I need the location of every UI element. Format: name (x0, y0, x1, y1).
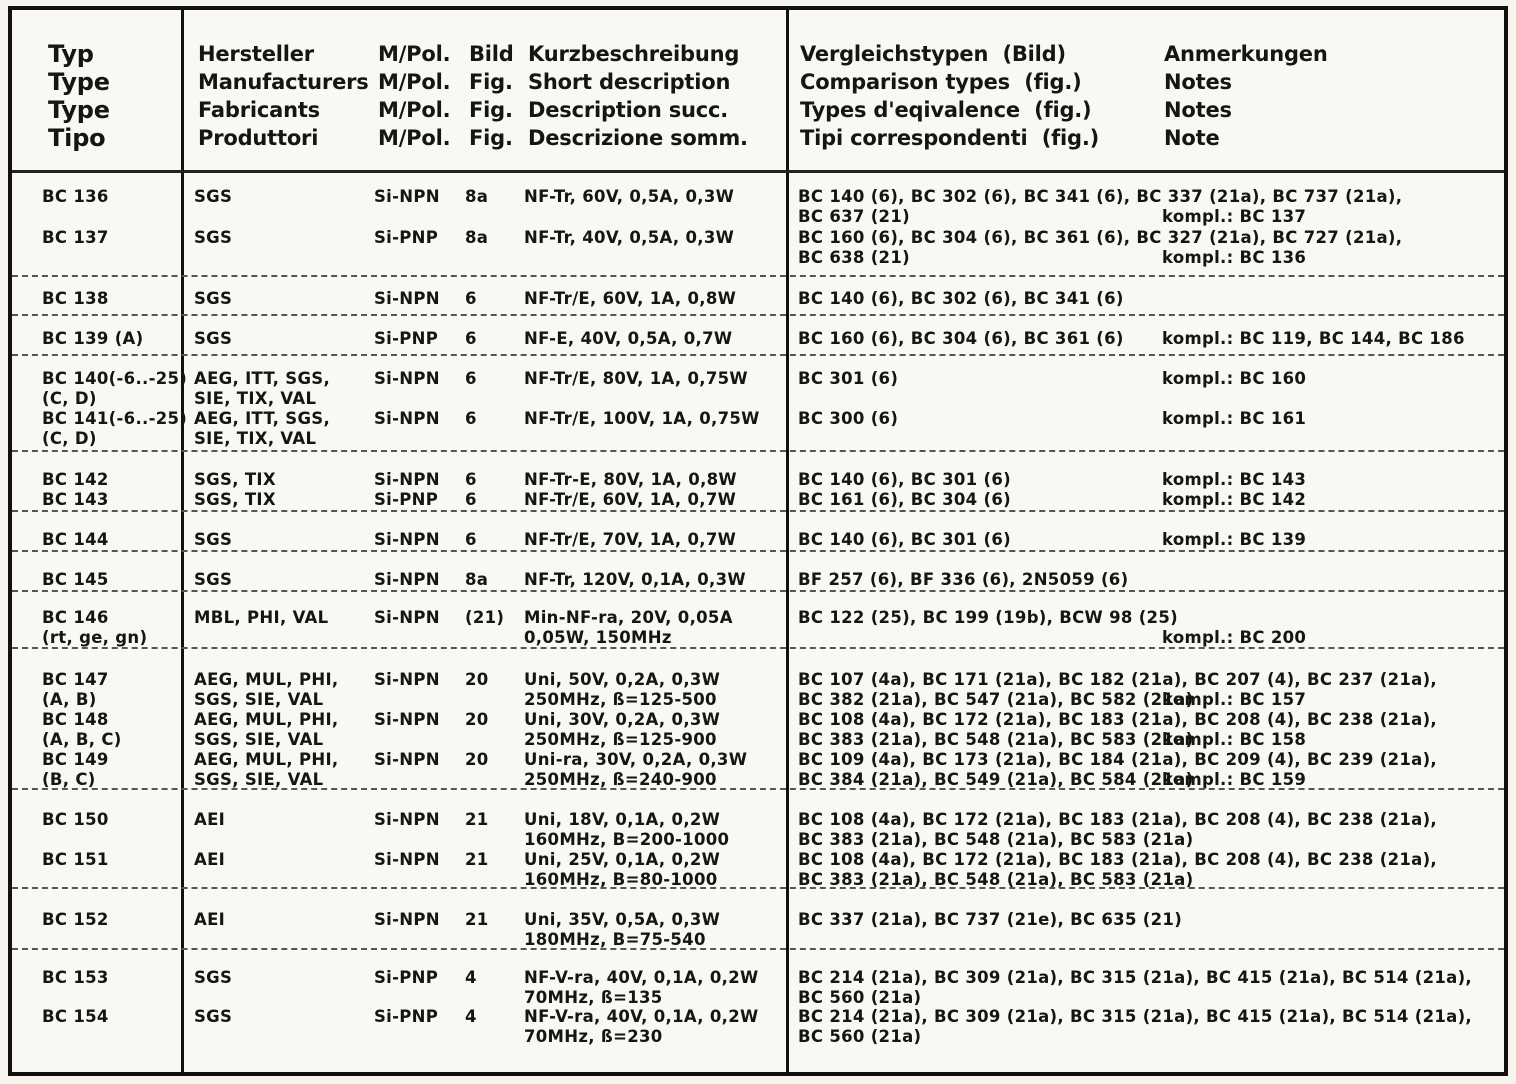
cell-anm: kompl.: BC 157 (1162, 690, 1307, 709)
cell-mpol: Si-NPN (374, 670, 440, 689)
cell-kurz: NF-Tr/E, 60V, 1A, 0,7W (524, 490, 737, 509)
cell-typ: BC 152 (42, 910, 109, 929)
cell-vgl: BC 160 (6), BC 304 (6), BC 361 (6) (798, 329, 1124, 348)
cell-herst: AEG, ITT, SGS, SIE, TIX, VAL (194, 369, 331, 408)
cell-kurz: Uni, 35V, 0,5A, 0,3W 180MHz, B=75-540 (524, 910, 721, 949)
header-mpol-1: M/Pol. (378, 70, 451, 94)
cell-mpol: Si-NPN (374, 470, 440, 489)
cell-bild: (21) (465, 608, 505, 627)
header-bild-2: Fig. (469, 98, 513, 122)
cell-kurz: Min-NF-ra, 20V, 0,05A 0,05W, 150MHz (524, 608, 733, 647)
header-bild-3: Fig. (469, 126, 513, 150)
cell-bild: 6 (465, 409, 477, 428)
header-typ-2: Type (48, 96, 110, 124)
cell-typ: BC 145 (42, 570, 109, 589)
cell-bild: 21 (465, 850, 489, 869)
cell-herst: AEG, MUL, PHI, SGS, SIE, VAL (194, 670, 339, 709)
row-separator (12, 647, 1504, 649)
cell-vgl: BC 214 (21a), BC 309 (21a), BC 315 (21a), BC 415 (21a), BC 514 (21a), BC 560 (21a) (798, 968, 1472, 1007)
header-anm-3: Note (1164, 126, 1220, 150)
cell-kurz: NF-Tr/E, 80V, 1A, 0,75W (524, 369, 748, 388)
cell-vgl: BC 337 (21a), BC 737 (21e), BC 635 (21) (798, 910, 1183, 929)
cell-bild: 4 (465, 968, 477, 987)
cell-mpol: Si-NPN (374, 750, 440, 769)
header-vgl-3: Tipi correspondenti (fig.) (800, 126, 1100, 150)
cell-bild: 20 (465, 670, 489, 689)
cell-herst: SGS (194, 187, 233, 206)
cell-bild: 8a (465, 228, 489, 247)
cell-typ: BC 140(-6..-25) (C, D) (42, 369, 188, 408)
cell-mpol: Si-NPN (374, 710, 440, 729)
cell-bild: 6 (465, 530, 477, 549)
row-separator (12, 510, 1504, 512)
cell-typ: BC 147 (A, B) (42, 670, 109, 709)
cell-kurz: NF-Tr/E, 70V, 1A, 0,7W (524, 530, 737, 549)
cell-anm: kompl.: BC 142 (1162, 490, 1307, 509)
cell-herst: SGS (194, 289, 233, 308)
cell-vgl: BC 140 (6), BC 301 (6) (798, 530, 1011, 549)
cell-herst: SGS (194, 570, 233, 589)
cell-kurz: Uni, 30V, 0,2A, 0,3W 250MHz, ß=125-900 (524, 710, 721, 749)
cell-mpol: Si-NPN (374, 409, 440, 428)
cell-herst: SGS, TIX (194, 470, 276, 489)
cell-kurz: NF-Tr, 60V, 0,5A, 0,3W (524, 187, 735, 206)
cell-kurz: NF-Tr, 40V, 0,5A, 0,3W (524, 228, 735, 247)
cell-vgl: BC 214 (21a), BC 309 (21a), BC 315 (21a), BC 415 (21a), BC 514 (21a), BC 560 (21a) (798, 1007, 1472, 1046)
cell-mpol: Si-PNP (374, 490, 439, 509)
cell-vgl: BC 107 (4a), BC 171 (21a), BC 182 (21a), BC 207 (4), BC 237 (21a), BC 382 (21a), BC 547 (21a), BC 582 (21a) (798, 670, 1437, 709)
cell-vgl: BF 257 (6), BF 336 (6), 2N5059 (6) (798, 570, 1129, 589)
cell-mpol: Si-NPN (374, 608, 440, 627)
header-bild-0: Bild (469, 42, 514, 66)
cell-kurz: Uni-ra, 30V, 0,2A, 0,3W 250MHz, ß=240-900 (524, 750, 748, 789)
row-separator (12, 275, 1504, 277)
cell-mpol: Si-PNP (374, 228, 439, 247)
row-separator (12, 590, 1504, 592)
cell-typ: BC 151 (42, 850, 109, 869)
cell-typ: BC 141(-6..-25) (C, D) (42, 409, 188, 448)
cell-herst: AEG, MUL, PHI, SGS, SIE, VAL (194, 710, 339, 749)
cell-bild: 6 (465, 329, 477, 348)
cell-bild: 21 (465, 810, 489, 829)
cell-anm: kompl.: BC 160 (1162, 369, 1307, 388)
header-typ-0: Typ (48, 40, 94, 68)
cell-kurz: Uni, 25V, 0,1A, 0,2W 160MHz, B=80-1000 (524, 850, 721, 889)
cell-mpol: Si-NPN (374, 530, 440, 549)
header-kurz-1: Short description (528, 70, 731, 94)
row-separator (12, 450, 1504, 452)
cell-vgl: BC 109 (4a), BC 173 (21a), BC 184 (21a), BC 209 (4), BC 239 (21a), BC 384 (21a), BC 549 (21a), BC 584 (21a) (798, 750, 1437, 789)
cell-kurz: Uni, 50V, 0,2A, 0,3W 250MHz, ß=125-500 (524, 670, 721, 709)
cell-mpol: Si-NPN (374, 810, 440, 829)
cell-herst: AEI (194, 850, 226, 869)
cell-bild: 21 (465, 910, 489, 929)
cell-anm: kompl.: BC 119, BC 144, BC 186 (1162, 329, 1465, 348)
cell-typ: BC 138 (42, 289, 109, 308)
header-typ-3: Tipo (48, 124, 106, 152)
header-mpol-2: M/Pol. (378, 98, 451, 122)
cell-vgl: BC 161 (6), BC 304 (6) (798, 490, 1011, 509)
cell-anm: kompl.: BC 139 (1162, 530, 1307, 549)
cell-kurz: NF-Tr, 120V, 0,1A, 0,3W (524, 570, 746, 589)
cell-typ: BC 149 (B, C) (42, 750, 109, 789)
cell-mpol: Si-NPN (374, 289, 440, 308)
cell-herst: AEG, ITT, SGS, SIE, TIX, VAL (194, 409, 331, 448)
cell-mpol: Si-NPN (374, 570, 440, 589)
cell-herst: SGS (194, 530, 233, 549)
header-anm-0: Anmerkungen (1164, 42, 1328, 66)
cell-mpol: Si-NPN (374, 910, 440, 929)
cell-typ: BC 148 (A, B, C) (42, 710, 122, 749)
row-separator (12, 887, 1504, 889)
cell-vgl: BC 122 (25), BC 199 (19b), BCW 98 (25) (798, 608, 1178, 627)
cell-herst: SGS (194, 329, 233, 348)
header-kurz-3: Descrizione somm. (528, 126, 748, 150)
cell-bild: 20 (465, 710, 489, 729)
cell-typ: BC 154 (42, 1007, 109, 1026)
cell-vgl: BC 300 (6) (798, 409, 899, 428)
cell-kurz: NF-E, 40V, 0,5A, 0,7W (524, 329, 733, 348)
cell-typ: BC 143 (42, 490, 109, 509)
cell-typ: BC 146 (rt, ge, gn) (42, 608, 148, 647)
cell-vgl: BC 108 (4a), BC 172 (21a), BC 183 (21a), BC 208 (4), BC 238 (21a), BC 383 (21a), BC 548 (21a), BC 583 (21a) (798, 850, 1437, 889)
datasheet-table (8, 6, 1508, 1076)
cell-mpol: Si-PNP (374, 968, 439, 987)
header-kurz-0: Kurzbeschreibung (528, 42, 740, 66)
header-anm-1: Notes (1164, 70, 1232, 94)
row-separator (12, 948, 1504, 950)
cell-vgl: BC 108 (4a), BC 172 (21a), BC 183 (21a), BC 208 (4), BC 238 (21a), BC 383 (21a), BC 548 (21a), BC 583 (21a) (798, 810, 1437, 849)
cell-vgl: BC 108 (4a), BC 172 (21a), BC 183 (21a), BC 208 (4), BC 238 (21a), BC 383 (21a), BC 548 (21a), BC 583 (21a) (798, 710, 1437, 749)
cell-herst: AEI (194, 910, 226, 929)
header-herst-3: Produttori (198, 126, 319, 150)
header-vgl-1: Comparison types (fig.) (800, 70, 1082, 94)
cell-herst: AEI (194, 810, 226, 829)
cell-mpol: Si-PNP (374, 329, 439, 348)
cell-kurz: NF-V-ra, 40V, 0,1A, 0,2W 70MHz, ß=135 (524, 968, 759, 1007)
cell-anm: kompl.: BC 136 (1162, 248, 1307, 267)
cell-herst: AEG, MUL, PHI, SGS, SIE, VAL (194, 750, 339, 789)
cell-anm: kompl.: BC 143 (1162, 470, 1307, 489)
header-anm-2: Notes (1164, 98, 1232, 122)
cell-mpol: Si-NPN (374, 187, 440, 206)
cell-bild: 20 (465, 750, 489, 769)
cell-typ: BC 142 (42, 470, 109, 489)
header-mpol-3: M/Pol. (378, 126, 451, 150)
cell-herst: SGS (194, 1007, 233, 1026)
cell-vgl: BC 301 (6) (798, 369, 899, 388)
cell-bild: 8a (465, 187, 489, 206)
cell-kurz: NF-Tr-E, 80V, 1A, 0,8W (524, 470, 737, 489)
cell-kurz: NF-V-ra, 40V, 0,1A, 0,2W 70MHz, ß=230 (524, 1007, 759, 1046)
header-mpol-0: M/Pol. (378, 42, 451, 66)
cell-herst: SGS, TIX (194, 490, 276, 509)
cell-kurz: NF-Tr/E, 60V, 1A, 0,8W (524, 289, 737, 308)
header-herst-0: Hersteller (198, 42, 314, 66)
cell-bild: 6 (465, 369, 477, 388)
cell-herst: MBL, PHI, VAL (194, 608, 329, 627)
row-separator (12, 354, 1504, 356)
cell-vgl: BC 140 (6), BC 302 (6), BC 341 (6), BC 337 (21a), BC 737 (21a), BC 637 (21) (798, 187, 1403, 226)
row-separator (12, 550, 1504, 552)
cell-mpol: Si-NPN (374, 850, 440, 869)
header-typ-1: Type (48, 68, 110, 96)
cell-typ: BC 136 (42, 187, 109, 206)
cell-mpol: Si-PNP (374, 1007, 439, 1026)
header-kurz-2: Description succ. (528, 98, 729, 122)
cell-bild: 4 (465, 1007, 477, 1026)
header-vgl-2: Types d'eqivalence (fig.) (800, 98, 1092, 122)
cell-bild: 6 (465, 289, 477, 308)
header-vgl-0: Vergleichstypen (Bild) (800, 42, 1066, 66)
cell-vgl: BC 140 (6), BC 302 (6), BC 341 (6) (798, 289, 1124, 308)
cell-anm: kompl.: BC 159 (1162, 770, 1307, 789)
cell-kurz: Uni, 18V, 0,1A, 0,2W 160MHz, B=200-1000 (524, 810, 730, 849)
header-divider (12, 170, 1504, 173)
cell-typ: BC 137 (42, 228, 109, 247)
header-herst-2: Fabricants (198, 98, 320, 122)
cell-typ: BC 150 (42, 810, 109, 829)
cell-herst: SGS (194, 228, 233, 247)
cell-bild: 8a (465, 570, 489, 589)
cell-mpol: Si-NPN (374, 369, 440, 388)
cell-anm: kompl.: BC 158 (1162, 730, 1307, 749)
cell-anm: kompl.: BC 161 (1162, 409, 1307, 428)
header-herst-1: Manufacturers (198, 70, 369, 94)
row-separator (12, 788, 1504, 790)
cell-anm: kompl.: BC 200 (1162, 628, 1307, 647)
cell-typ: BC 153 (42, 968, 109, 987)
header-bild-1: Fig. (469, 70, 513, 94)
cell-vgl: BC 140 (6), BC 301 (6) (798, 470, 1011, 489)
row-separator (12, 314, 1504, 316)
cell-kurz: NF-Tr/E, 100V, 1A, 0,75W (524, 409, 760, 428)
cell-bild: 6 (465, 490, 477, 509)
cell-typ: BC 139 (A) (42, 329, 144, 348)
cell-bild: 6 (465, 470, 477, 489)
cell-vgl: BC 160 (6), BC 304 (6), BC 361 (6), BC 327 (21a), BC 727 (21a), BC 638 (21) (798, 228, 1403, 267)
cell-typ: BC 144 (42, 530, 109, 549)
cell-anm: kompl.: BC 137 (1162, 207, 1307, 226)
cell-herst: SGS (194, 968, 233, 987)
